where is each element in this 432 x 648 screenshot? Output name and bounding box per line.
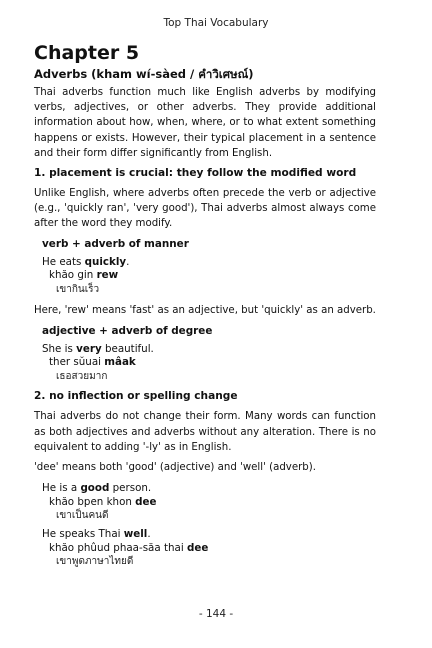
page-number: - 144 -	[198, 608, 234, 620]
chapter-subtitle: Adverbs (kham wí-sàed / คำวิเศษณ์)	[34, 67, 254, 81]
example-english: He speaks Thai well.	[42, 527, 151, 540]
example-block	[42, 528, 376, 569]
placement-paragraph: Unlike English, where adverbs often precede the verb or adjective (e.g., 'quickly ran', 'very good'), Thai adverbs almost always come after the word they modify.	[34, 188, 376, 230]
example-thai: เขาพูดภาษาไทยดี	[56, 556, 134, 568]
note-dee: 'dee' means both 'good' (adjective) and 'well' (adverb).	[34, 462, 316, 473]
inflection-paragraph: Thai adverbs do not change their form. Many words can function as both adjectives and adverbs without any alteration. There is no equivalent to adding '-ly' as in English.	[34, 411, 376, 453]
page-content	[34, 42, 376, 569]
chapter-title: Chapter 5	[34, 42, 140, 64]
note-rew: Here, 'rew' means 'fast' as an adjective, but 'quickly' as an adverb.	[34, 305, 376, 317]
example-block	[42, 343, 376, 384]
example-block	[42, 256, 376, 297]
intro-paragraph: Thai adverbs function much like English adverbs by modifying verbs, adjectives, or other adverbs. They provide additional information about how, when, where, or to what extent something happens or exists. However, their typical placement in a sentence and their form differ significantly from English.	[34, 87, 376, 159]
example-transliteration: khăo gin rew	[49, 269, 119, 282]
example-thai: เธอสวยมาก	[56, 370, 108, 382]
section-heading-placement: 1. placement is crucial: they follow the modified word	[34, 167, 357, 180]
example-english: He is a good person.	[42, 482, 152, 495]
example-block	[42, 482, 376, 523]
pattern-verb-adverb: verb + adverb of manner	[42, 237, 189, 250]
pattern-adjective-adverb: adjective + adverb of degree	[42, 324, 213, 337]
example-english: She is very beautiful.	[42, 342, 154, 355]
example-transliteration: khăo phûud phaa-săa thai dee	[49, 541, 209, 554]
section-heading-inflection: 2. no inflection or spelling change	[34, 390, 238, 403]
example-transliteration: khăo bpen khon dee	[49, 495, 157, 508]
example-thai: เขากินเร็ว	[56, 283, 100, 295]
example-english: He eats quickly.	[42, 255, 130, 268]
example-thai: เขาเป็นคนดี	[56, 510, 109, 522]
running-header: Top Thai Vocabulary	[163, 17, 269, 29]
example-transliteration: ther sŭuai mâak	[49, 356, 136, 369]
